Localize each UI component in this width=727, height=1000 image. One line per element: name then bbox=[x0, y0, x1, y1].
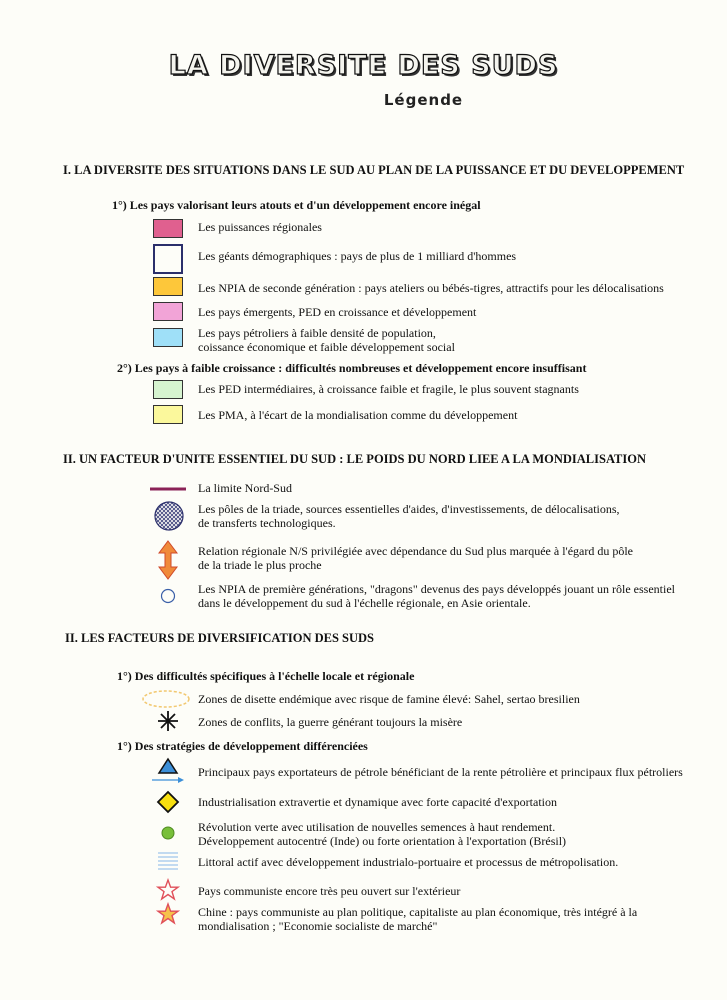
legend-north-south: La limite Nord-Sud bbox=[198, 481, 292, 495]
legend-china-2: mondialisation ; "Economie socialiste de marché" bbox=[198, 919, 438, 933]
section-1-heading: I. LA DIVERSITE DES SITUATIONS DANS LE SUD AU PLAN DE LA PUISSANCE ET DU DEVELOPPEMENT bbox=[63, 163, 685, 177]
page-title: LA DIVERSITE DES SUDS bbox=[168, 50, 559, 81]
legend-dragons-2: dans le développement du sud à l'échelle régionale, en Asie orientale. bbox=[198, 596, 531, 610]
oil-exporter-icon bbox=[148, 757, 188, 787]
legend-famine: Zones de disette endémique avec risque de famine élevé: Sahel, sertao bresilien bbox=[198, 692, 580, 706]
legend-communist: Pays communiste encore très peu ouvert sur l'extérieur bbox=[198, 884, 461, 898]
legend-regional-powers: Les puissances régionales bbox=[198, 220, 322, 234]
legend-demographic-giants: Les géants démographiques : pays de plus de 1 milliard d'hommes bbox=[198, 249, 517, 263]
industrialisation-diamond-icon bbox=[155, 790, 181, 814]
legend-oil-exporters: Principaux pays exportateurs de pétrole bénéficiant de la rente pétrolière et principaux flux pétroliers bbox=[198, 765, 683, 779]
conflict-star-icon bbox=[156, 709, 180, 733]
legend-green-revolution-2: Développement autocentré (Inde) ou forte orientation à l'exportation (Brésil) bbox=[198, 834, 567, 848]
legend-triad-poles-1: Les pôles de la triade, sources essentielles d'aides, d'investissements, de délocalisations, bbox=[198, 502, 620, 516]
triad-pole-icon bbox=[152, 499, 186, 533]
legend-coastline: Littoral actif avec développement industrialo-portuaire et processus de métropolisation. bbox=[198, 855, 619, 869]
green-revolution-icon bbox=[159, 824, 177, 842]
legend-ns-relation-2: de la triade le plus proche bbox=[198, 558, 322, 572]
legend-triad-poles-2: de transferts technologiques. bbox=[198, 516, 336, 530]
page-subtitle: Légende bbox=[383, 91, 464, 109]
swatch-oil-countries bbox=[153, 328, 183, 347]
north-south-line-icon bbox=[148, 482, 188, 496]
legend-china-1: Chine : pays communiste au plan politique, capitaliste au plan économique, très intégré à la bbox=[198, 905, 638, 919]
legend-pma: Les PMA, à l'écart de la mondialisation comme du développement bbox=[198, 408, 518, 422]
legend-emerging: Les pays émergents, PED en croissance et développement bbox=[198, 305, 477, 319]
swatch-demographic-giants bbox=[153, 244, 183, 274]
double-arrow-icon bbox=[157, 539, 179, 581]
legend-ns-relation-1: Relation régionale N/S privilégiée avec dépendance du Sud plus marquée à l'égard du pôle bbox=[198, 544, 634, 558]
swatch-ped bbox=[153, 380, 183, 399]
swatch-pma bbox=[153, 405, 183, 424]
legend-dragons-1: Les NPIA de première générations, "dragons" devenus des pays développés jouant un rôle essentiel bbox=[198, 582, 675, 596]
famine-zone-icon bbox=[140, 687, 192, 711]
communist-star-icon bbox=[156, 878, 180, 902]
legend-industrialisation: Industrialisation extravertie et dynamique avec forte capacité d'exportation bbox=[198, 795, 558, 809]
section-2-heading: II. UN FACTEUR D'UNITE ESSENTIEL DU SUD : LE POIDS DU NORD LIEE A LA MONDIALISATION bbox=[63, 452, 646, 466]
dragon-circle-icon bbox=[159, 587, 177, 605]
section-3-sub-2: 1°) Des stratégies de développement différenciées bbox=[117, 739, 368, 753]
legend-npia-2: Les NPIA de seconde génération : pays ateliers ou bébés-tigres, attractifs pour les délocalisations bbox=[198, 281, 664, 295]
china-star-icon bbox=[156, 902, 180, 926]
swatch-emerging bbox=[153, 302, 183, 321]
swatch-regional-powers bbox=[153, 219, 183, 238]
legend-oil-countries-1: Les pays pétroliers à faible densité de population, bbox=[198, 326, 436, 340]
section-3-heading: II. LES FACTEURS DE DIVERSIFICATION DES SUDS bbox=[65, 631, 374, 645]
legend-ped: Les PED intermédiaires, à croissance faible et fragile, le plus souvent stagnants bbox=[198, 382, 579, 396]
section-3-sub-1: 1°) Des difficultés spécifiques à l'échelle locale et régionale bbox=[117, 669, 415, 683]
legend-green-revolution-1: Révolution verte avec utilisation de nouvelles semences à haut rendement. bbox=[198, 820, 556, 834]
legend-conflicts: Zones de conflits, la guerre générant toujours la misère bbox=[198, 715, 463, 729]
swatch-npia-2 bbox=[153, 277, 183, 296]
coastline-hatch-icon bbox=[156, 849, 182, 873]
legend-oil-countries-2: coissance économique et faible développement social bbox=[198, 340, 455, 354]
section-1-sub-2: 2°) Les pays à faible croissance : difficultés nombreuses et développement encore insuffisant bbox=[117, 361, 587, 375]
section-1-sub-1: 1°) Les pays valorisant leurs atouts et d'un développement encore inégal bbox=[112, 198, 481, 212]
